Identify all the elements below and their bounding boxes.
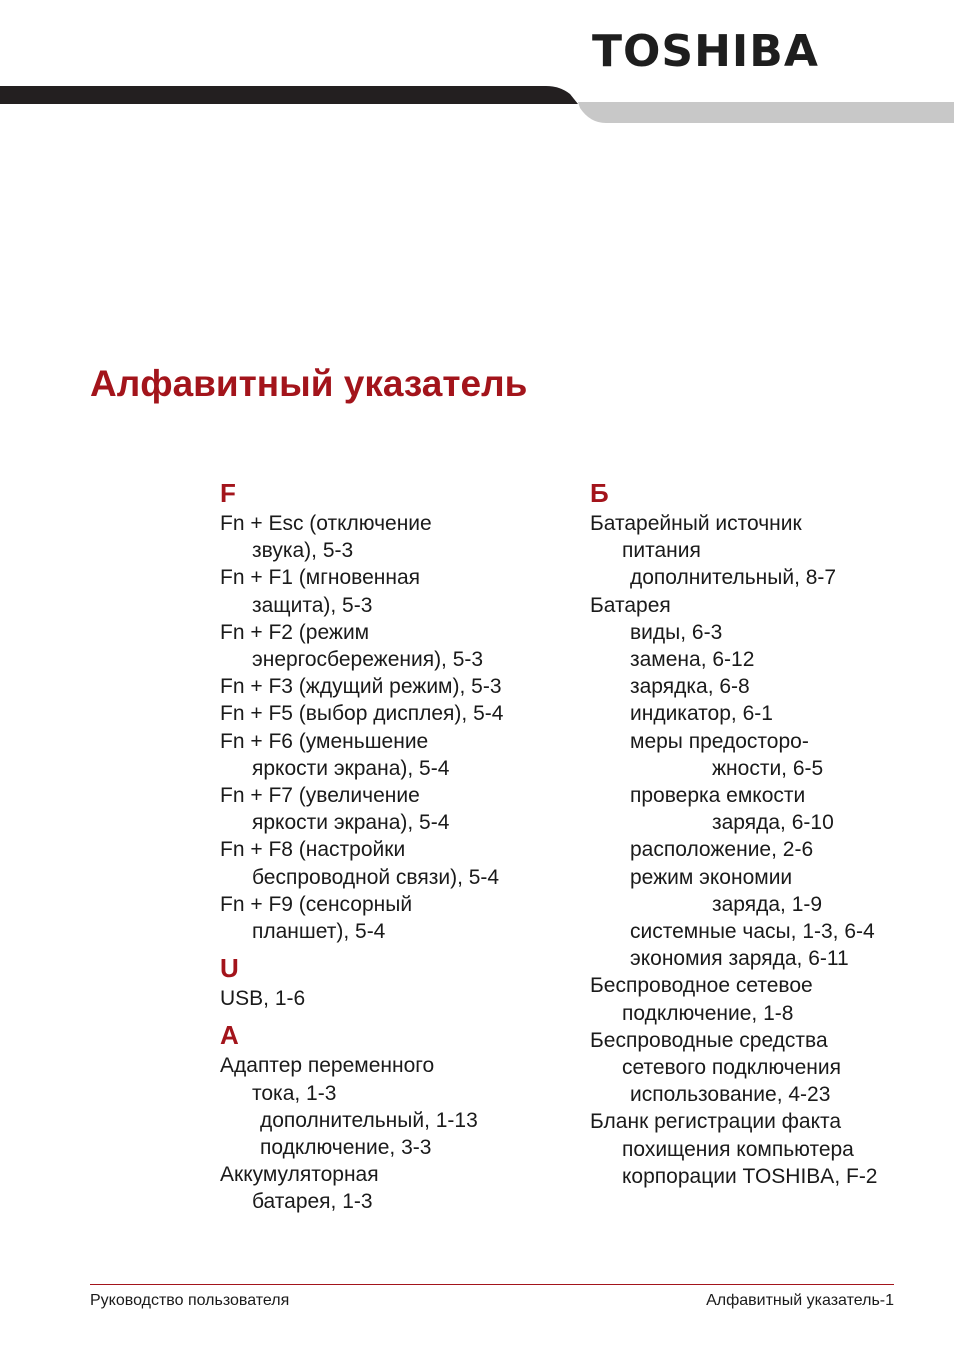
index-subentry: подключение, 3-3 — [260, 1136, 432, 1160]
index-entry: Fn + F2 (режим — [220, 620, 370, 644]
index-column-right — [590, 476, 920, 1190]
index-letter-f: F — [220, 478, 236, 508]
index-entry: Беспроводное сетевое — [590, 974, 813, 998]
index-entry: USB, 1-6 — [220, 987, 306, 1011]
index-subentry: дополнительный, 1-13 — [260, 1108, 478, 1132]
index-entry-cont: корпорации TOSHIBA, F-2 — [622, 1164, 878, 1188]
index-subentry-cont: заряда, 6-10 — [712, 811, 834, 835]
index-subentry: проверка емкости — [630, 784, 806, 808]
footer-divider — [90, 1284, 894, 1285]
index-subentry-cont: жности, 6-5 — [712, 756, 824, 780]
index-entry-cont: питания — [622, 539, 701, 563]
index-entry-cont: энергосбережения), 5-3 — [252, 648, 484, 672]
index-entry-cont: тока, 1-3 — [252, 1081, 337, 1105]
page-title: Алфавитный указатель — [90, 363, 528, 404]
header-band-light — [578, 102, 954, 123]
toshiba-logo: TOSHIBA — [592, 26, 819, 77]
header-band — [0, 84, 954, 126]
index-entry: Батарейный источник — [590, 512, 802, 535]
index-subentry: использование, 4-23 — [630, 1083, 831, 1107]
index-subentry: зарядка, 6-8 — [630, 675, 750, 699]
index-entry-cont: защита), 5-3 — [252, 593, 373, 617]
index-letter-be: Б — [590, 478, 609, 508]
index-entry: Батарея — [590, 593, 671, 617]
footer-manual-title: Руководство пользователя — [90, 1292, 290, 1309]
index-subentry: дополнительный, 8-7 — [630, 566, 837, 590]
footer-page-number: Алфавитный указатель-1 — [706, 1292, 894, 1309]
index-entry: Fn + F6 (уменьшение — [220, 729, 429, 753]
index-entry: Fn + F3 (ждущий режим), 5-3 — [220, 675, 502, 699]
index-subentry: меры предосторо- — [630, 729, 809, 753]
index-entry-cont: яркости экрана), 5-4 — [252, 756, 450, 780]
index-subentry: системные часы, 1-3, 6-4 — [630, 920, 875, 944]
index-subentry: виды, 6-3 — [630, 620, 723, 644]
index-column-left — [220, 476, 560, 1216]
index-entry-cont: похищения компьютера — [622, 1137, 854, 1161]
index-entry-cont: сетевого подключения — [622, 1056, 841, 1080]
index-entry: Аккумуляторная — [220, 1163, 379, 1187]
index-subentry: расположение, 2-6 — [630, 838, 814, 862]
index-entry-cont: яркости экрана), 5-4 — [252, 811, 450, 835]
index-entry: Fn + F7 (увеличение — [220, 784, 420, 808]
index-subentry: замена, 6-12 — [630, 648, 755, 672]
index-subentry: режим экономии — [630, 865, 793, 889]
index-entry: Fn + F8 (настройки — [220, 838, 406, 862]
index-subentry: экономия заряда, 6-11 — [630, 947, 849, 971]
index-entry: Fn + F9 (сенсорный — [220, 892, 413, 916]
index-entry: Беспроводные средства — [590, 1028, 828, 1052]
index-entry-cont: батарея, 1-3 — [252, 1190, 373, 1214]
index-subentry-cont: заряда, 1-9 — [712, 892, 823, 916]
header-band-dark — [0, 86, 578, 104]
index-letter-a: A — [220, 1020, 239, 1051]
index-entry: Адаптер переменного — [220, 1054, 435, 1078]
index-entry-cont: планшет), 5-4 — [252, 920, 386, 944]
index-entry-cont: беспроводной связи), 5-4 — [252, 865, 500, 889]
index-letter-u: U — [220, 953, 239, 984]
index-subentry: индикатор, 6-1 — [630, 702, 773, 726]
index-entry: Fn + F5 (выбор дисплея), 5-4 — [220, 702, 504, 726]
index-entry: Fn + F1 (мгновенная — [220, 566, 420, 590]
index-entry: Бланк регистрации факта — [590, 1110, 842, 1134]
index-entry-cont: звука), 5-3 — [252, 539, 354, 563]
index-entry-cont: подключение, 1-8 — [622, 1001, 794, 1025]
index-entry: Fn + Esc (отключение — [220, 512, 432, 535]
